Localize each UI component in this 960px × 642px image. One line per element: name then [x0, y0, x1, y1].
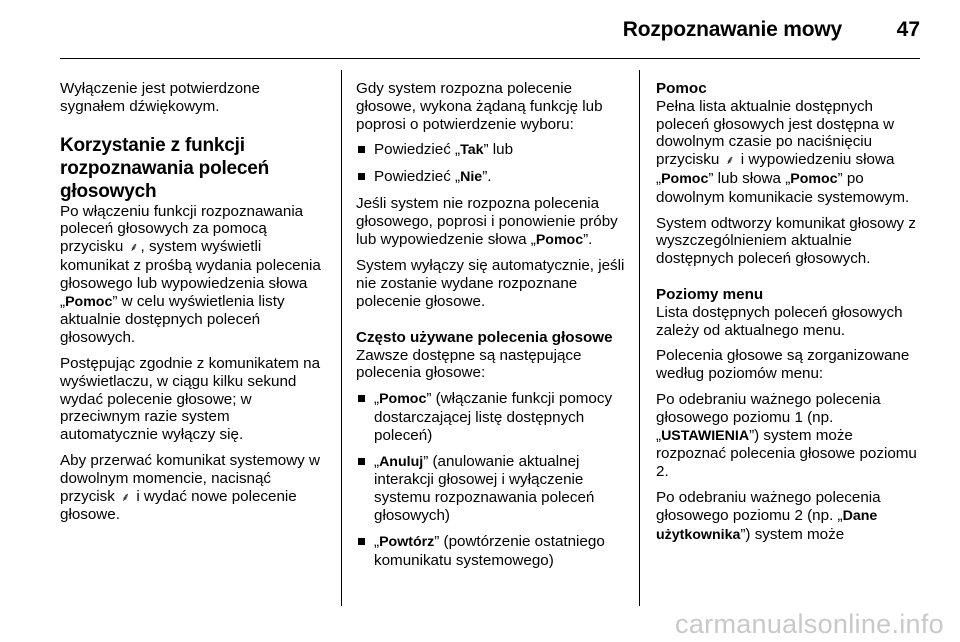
keyword: Anuluj: [379, 453, 424, 470]
list-item: „Anuluj” (anulowanie aktualnej interakcji głosowej i wyłączenie systemu rozpoznawania poleceń głosowych): [356, 453, 626, 525]
paragraph: Jeśli system nie rozpozna polecenia głosowego, poprosi i ponowienie próby lub wypowiedzenie słowa „Pomoc”.: [356, 194, 618, 248]
keyword: Powtórz: [379, 533, 435, 550]
paragraph: Po odebraniu ważnego polecenia głosowego poziomu 2 (np. „Dane użytkownika”) system może: [656, 488, 881, 543]
list-item: Powiedzieć „Tak” lub: [356, 141, 626, 160]
page-title: Rozpoznawanie mowy: [622, 18, 842, 41]
section-heading: Korzystanie z funkcji rozpoznawania poleceń głosowych: [60, 134, 270, 202]
keyword: Pomoc: [65, 293, 113, 310]
column-divider-2: [639, 70, 640, 606]
paragraph: Zawsze dostępne są następujące polecenia głosowe:: [356, 346, 582, 382]
paragraph: Gdy system rozpozna polecenie głosowe, wykona żądaną funkcję lub poprosi o potwierdzenie wyboru:: [356, 80, 603, 133]
page-number: 47: [896, 18, 920, 41]
paragraph: Postępując zgodnie z komunikatem na wyświetlaczu, w ciągu kilku sekund wydać polecenie głosowe; w przeciwnym razie system automatycznie wyłączy się.: [60, 354, 321, 444]
keyword: USTAWIENIA: [661, 427, 750, 444]
paragraph: Po odebraniu ważnego polecenia głosowego poziomu 1 (np. „USTAWIENIA”) system może rozpoznać polecenia głosowe poziomu 2.: [656, 390, 917, 481]
column-3: [656, 80, 926, 552]
paragraph: System odtworzy komunikat głosowy z wyszczególnieniem aktualnie dostępnych poleceń głosowych.: [656, 214, 916, 268]
paragraph: Po włączeniu funkcji rozpoznawania poleceń głosowych za pomocą przycisku ⸙ , system wyświetli komunikat z prośbą wydania polecenia głosowego lub wypowiedzenia słowa „Pomoc” w celu wyświetlenia listy aktualnie dostępnych poleceń głosowych.: [60, 202, 321, 347]
subsection-heading: Pomoc: [656, 80, 707, 97]
square-bullet-icon: [358, 538, 365, 545]
list-item: Powiedzieć „Nie”.: [356, 168, 626, 187]
watermark: carmanualsonline.info: [675, 609, 944, 639]
voice-button-icon: ⸙: [121, 489, 131, 504]
paragraph: Lista dostępnych poleceń głosowych zależy od aktualnego menu.: [656, 303, 903, 339]
keyword: Pomoc: [379, 391, 427, 408]
paragraph: System wyłączy się automatycznie, jeśli nie zostanie wydane rozpoznane polecenie głosowe.: [356, 257, 625, 310]
square-bullet-icon: [358, 458, 365, 465]
subsection-heading: Poziomy menu: [656, 285, 764, 303]
keyword: Pomoc: [790, 170, 838, 187]
column-2: [356, 80, 626, 577]
paragraph: Polecenia głosowe są zorganizowane według poziomów menu:: [656, 347, 910, 383]
header-divider: [60, 58, 920, 59]
voice-button-icon: ⸙: [129, 240, 139, 255]
square-bullet-icon: [358, 173, 365, 180]
paragraph: Aby przerwać komunikat systemowy w dowolnym momencie, nacisnąć przycisk ⸙ i wydać nowe polecenie głosowe.: [60, 451, 320, 524]
keyword: Pomoc: [535, 231, 584, 248]
intro-paragraph: Wyłączenie jest potwierdzone sygnałem dźwiękowym.: [60, 80, 260, 115]
paragraph: Pełna lista aktualnie dostępnych poleceń głosowych jest dostępna w dowolnym czasie po naciśnięciu przycisku ⸙ i wypowiedzeniu słowa „Pomoc” lub słowa „Pomoc” po dowolnym komunikacie systemowym.: [656, 97, 910, 206]
list-item: „Powtórz” (powtórzenie ostatniego komunikatu systemowego): [356, 533, 626, 570]
keyword: Pomoc: [661, 170, 709, 187]
square-bullet-icon: [358, 395, 365, 402]
keyword: Tak: [460, 142, 484, 159]
square-bullet-icon: [358, 146, 365, 153]
voice-button-icon: ⸙: [725, 153, 735, 168]
footer: [0, 608, 960, 642]
column-1: [60, 80, 326, 532]
subsection-heading: Często używane polecenia głosowe: [356, 328, 613, 346]
column-divider-1: [341, 70, 342, 606]
list-item: „Pomoc” (włączanie funkcji pomocy dostarczającej listę dostępnych poleceń): [356, 390, 626, 444]
keyword: Dane użytkownika: [656, 507, 878, 543]
keyword: Nie: [460, 169, 483, 186]
